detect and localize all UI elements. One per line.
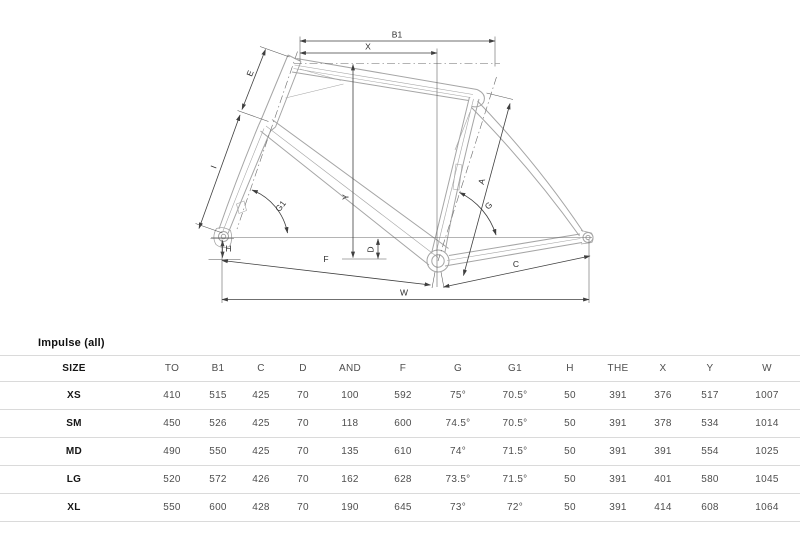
value-cell: 50 — [564, 418, 576, 429]
header-cell: Y — [706, 363, 714, 374]
value-cell: 580 — [701, 474, 719, 485]
value-cell: 376 — [654, 390, 672, 401]
value-cell: 1025 — [755, 446, 779, 457]
value-cell: 162 — [341, 474, 359, 485]
value-cell: 70.5° — [502, 390, 528, 401]
dim-label-e: E — [244, 68, 256, 78]
header-cell: B1 — [211, 363, 225, 374]
dim-label-d: D — [365, 246, 376, 253]
dim-label-g: G — [482, 199, 495, 212]
size-cell: SM — [66, 418, 82, 429]
value-cell: 520 — [163, 474, 181, 485]
value-cell: 135 — [341, 446, 359, 457]
header-cell: C — [257, 363, 265, 374]
table-row — [0, 466, 800, 494]
value-cell: 517 — [701, 390, 719, 401]
dim-label-i: I — [208, 164, 219, 170]
geometry-table — [0, 355, 800, 522]
header-cell: TO — [164, 363, 180, 374]
frame-outline — [214, 55, 593, 272]
value-cell: 72° — [506, 502, 524, 513]
value-cell: 515 — [209, 390, 227, 401]
value-cell: 526 — [209, 418, 227, 429]
dim-label-w: W — [399, 287, 409, 298]
dim-label-f: F — [323, 254, 329, 264]
header-cell: H — [566, 363, 574, 374]
seat-tube-detail — [453, 164, 462, 190]
value-cell: 100 — [341, 390, 359, 401]
value-cell: 70 — [297, 474, 309, 485]
value-cell: 628 — [394, 474, 412, 485]
dim-label-c: C — [512, 259, 520, 269]
dim-i — [199, 115, 240, 229]
value-cell: 425 — [252, 390, 270, 401]
value-cell: 391 — [609, 446, 627, 457]
value-cell: 391 — [609, 418, 627, 429]
value-cell: 50 — [564, 390, 576, 401]
value-cell: 426 — [252, 474, 270, 485]
dim-f — [222, 261, 431, 286]
table-header-row — [0, 356, 800, 382]
dim-label-y: Y — [340, 194, 351, 200]
size-cell: MD — [65, 446, 83, 457]
value-cell: 73.5° — [445, 474, 471, 485]
table-title: Impulse (all) — [38, 336, 105, 349]
value-cell: 600 — [394, 418, 412, 429]
value-cell: 592 — [394, 390, 412, 401]
value-cell: 74.5° — [445, 418, 471, 429]
value-cell: 73° — [449, 502, 467, 513]
value-cell: 70 — [297, 446, 309, 457]
value-cell: 550 — [209, 446, 227, 457]
value-cell: 572 — [209, 474, 227, 485]
value-cell: 391 — [609, 502, 627, 513]
value-cell: 1045 — [755, 474, 779, 485]
value-cell: 50 — [564, 446, 576, 457]
size-cell: XL — [67, 502, 81, 513]
dim-e — [242, 50, 266, 110]
value-cell: 550 — [163, 502, 181, 513]
table-row — [0, 494, 800, 522]
value-cell: 1064 — [755, 502, 779, 513]
value-cell: 190 — [341, 502, 359, 513]
dim-label-a: A — [475, 177, 488, 186]
header-cell: X — [659, 363, 667, 374]
dimension-lines — [199, 41, 590, 300]
dim-label-x: X — [365, 41, 371, 52]
value-cell: 414 — [654, 502, 672, 513]
table-row — [0, 438, 800, 466]
header-cell: THE — [607, 363, 629, 374]
head-axis-line — [237, 52, 298, 230]
value-cell: 50 — [564, 502, 576, 513]
value-cell: 645 — [394, 502, 412, 513]
value-cell: 118 — [341, 418, 359, 429]
header-cell: G — [453, 363, 463, 374]
value-cell: 391 — [609, 474, 627, 485]
value-cell: 50 — [564, 474, 576, 485]
value-cell: 71.5° — [502, 474, 528, 485]
value-cell: 70 — [297, 390, 309, 401]
value-cell: 490 — [163, 446, 181, 457]
header-cell: W — [762, 363, 772, 374]
table-row — [0, 382, 800, 410]
value-cell: 450 — [163, 418, 181, 429]
value-cell: 378 — [654, 418, 672, 429]
dim-g-arc — [460, 193, 497, 236]
header-cell-size: SIZE — [62, 363, 86, 374]
value-cell: 401 — [654, 474, 672, 485]
value-cell: 425 — [252, 446, 270, 457]
dim-label-g1: G1 — [273, 198, 288, 214]
value-cell: 425 — [252, 418, 270, 429]
dim-label-h: H — [225, 243, 232, 254]
value-cell: 1007 — [755, 390, 779, 401]
fork-detail — [237, 201, 247, 214]
header-cell: F — [399, 363, 407, 374]
table-row — [0, 410, 800, 438]
value-cell: 608 — [701, 502, 719, 513]
value-cell: 1014 — [755, 418, 779, 429]
value-cell: 534 — [701, 418, 719, 429]
value-cell: 391 — [654, 446, 672, 457]
value-cell: 391 — [609, 390, 627, 401]
value-cell: 71.5° — [502, 446, 528, 457]
value-cell: 428 — [252, 502, 270, 513]
value-cell: 70 — [297, 502, 309, 513]
value-cell: 70.5° — [502, 418, 528, 429]
header-cell: G1 — [508, 363, 522, 374]
value-cell: 74° — [449, 446, 467, 457]
header-cell: AND — [338, 363, 361, 374]
value-cell: 410 — [163, 390, 181, 401]
value-cell: 600 — [209, 502, 227, 513]
dim-label-b1: B1 — [391, 29, 403, 40]
value-cell: 70 — [297, 418, 309, 429]
value-cell: 610 — [394, 446, 412, 457]
size-cell: XS — [67, 390, 81, 401]
value-cell: 75° — [449, 390, 467, 401]
size-cell: LG — [66, 474, 82, 485]
value-cell: 554 — [701, 446, 719, 457]
header-cell: D — [299, 363, 307, 374]
